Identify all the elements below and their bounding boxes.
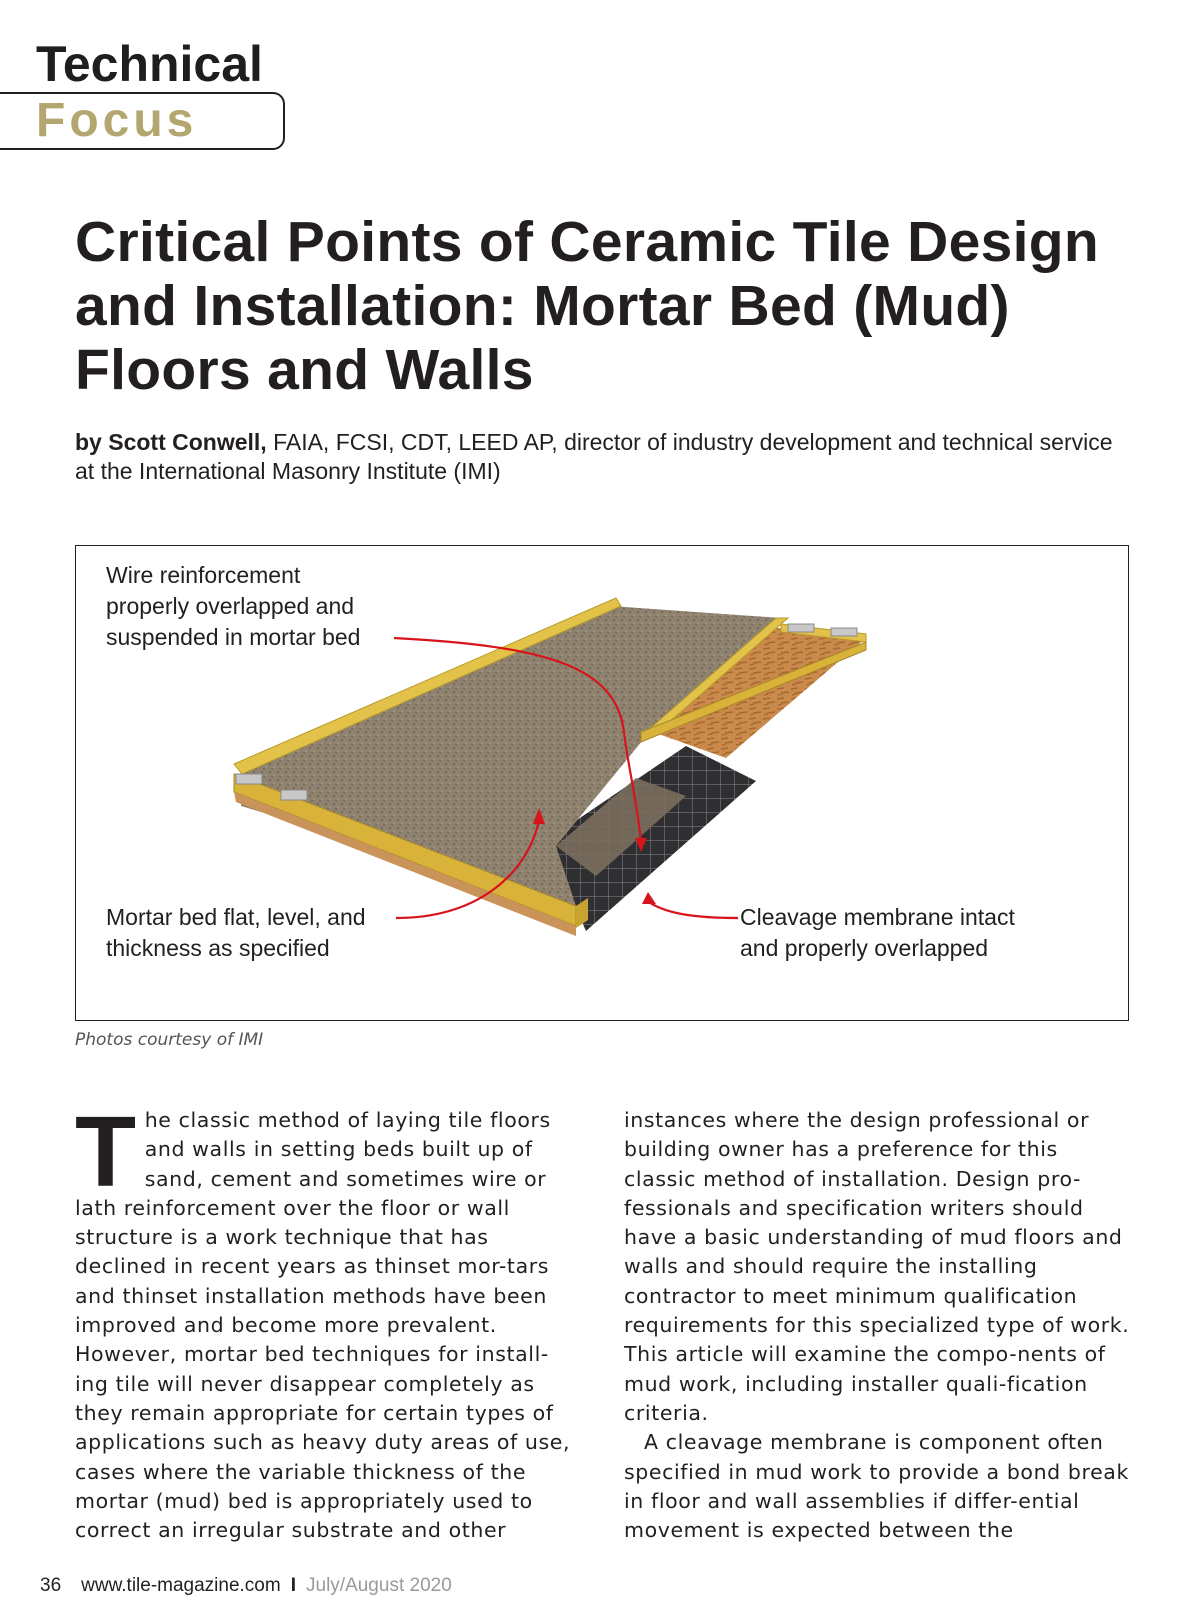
page-number: 36 — [40, 1575, 62, 1596]
footer-website: www.tile-magazine.com — [81, 1575, 281, 1596]
body-paragraph-3: A cleavage membrane is component often specified in mud work to provide a bond break in floor and wall assemblies if differ-ential movement is expected between the — [624, 1430, 1129, 1543]
body-column-1 — [75, 1096, 580, 1545]
drop-cap: T — [75, 1096, 137, 1208]
page-footer — [40, 1575, 452, 1597]
bracket-right-2 — [831, 628, 857, 636]
footer-separator: I — [290, 1575, 296, 1596]
callout-cleavage-membrane: Cleavage membrane intact and properly overlapped — [740, 904, 1015, 961]
bracket-left — [236, 774, 262, 784]
byline-credentials: FAIA, FCSI, CDT, LEED AP, director of industry development and technical service at the International Masonry Institute (IMI) — [75, 429, 1113, 484]
figure-caption: Photos courtesy of IMI — [75, 1030, 264, 1050]
figure-mortar-bed — [75, 545, 1129, 1021]
callout-wire-reinforcement: Wire reinforcement properly overlapped and suspended in mortar bed — [106, 562, 361, 650]
byline-author: by Scott Conwell, — [75, 429, 267, 455]
body-column-2 — [624, 1106, 1132, 1545]
masthead-focus: Focus — [36, 94, 198, 147]
masthead-technical: Technical — [36, 36, 263, 92]
body-paragraph-2: instances where the design professional or building owner has a preference for this classic method of installation. Design pro-fessionals and specification writers should have a basic understanding of mud floors and walls and should require the installing contractor to meet minimum qualification requirements for this specialized type of work. This article will examine the compo-nents of mud work, including installer quali-fication criteria. — [624, 1108, 1130, 1425]
bracket-right — [788, 624, 814, 632]
masthead — [0, 36, 320, 156]
body-paragraph-1: The classic method of laying tile floors and walls in setting beds built up of sand, cement and sometimes wire or lath reinforcement over the floor or wall structure is a work technique that has declined in recent years as thinset mor-tars and thinset installation methods have been improved and become more prevalent. However, mortar bed techniques for install-ing tile will never disappear completely as they remain appropriate for certain types of applications such as heavy duty areas of use, cases where the variable thickness of the mortar (mud) bed is appropriately used to correct an irregular substrate and other — [75, 1096, 571, 1543]
article-title: Critical Points of Ceramic Tile Design and Installation: Mortar Bed (Mud) Floors and Walls — [75, 210, 1099, 402]
byline — [75, 428, 1135, 486]
footer-issue-date: July/August 2020 — [306, 1575, 452, 1596]
callout-mortar-bed: Mortar bed flat, level, and thickness as specified — [106, 904, 366, 961]
bracket-left-2 — [281, 790, 307, 800]
arrow-cleavage-membrane — [646, 900, 738, 918]
